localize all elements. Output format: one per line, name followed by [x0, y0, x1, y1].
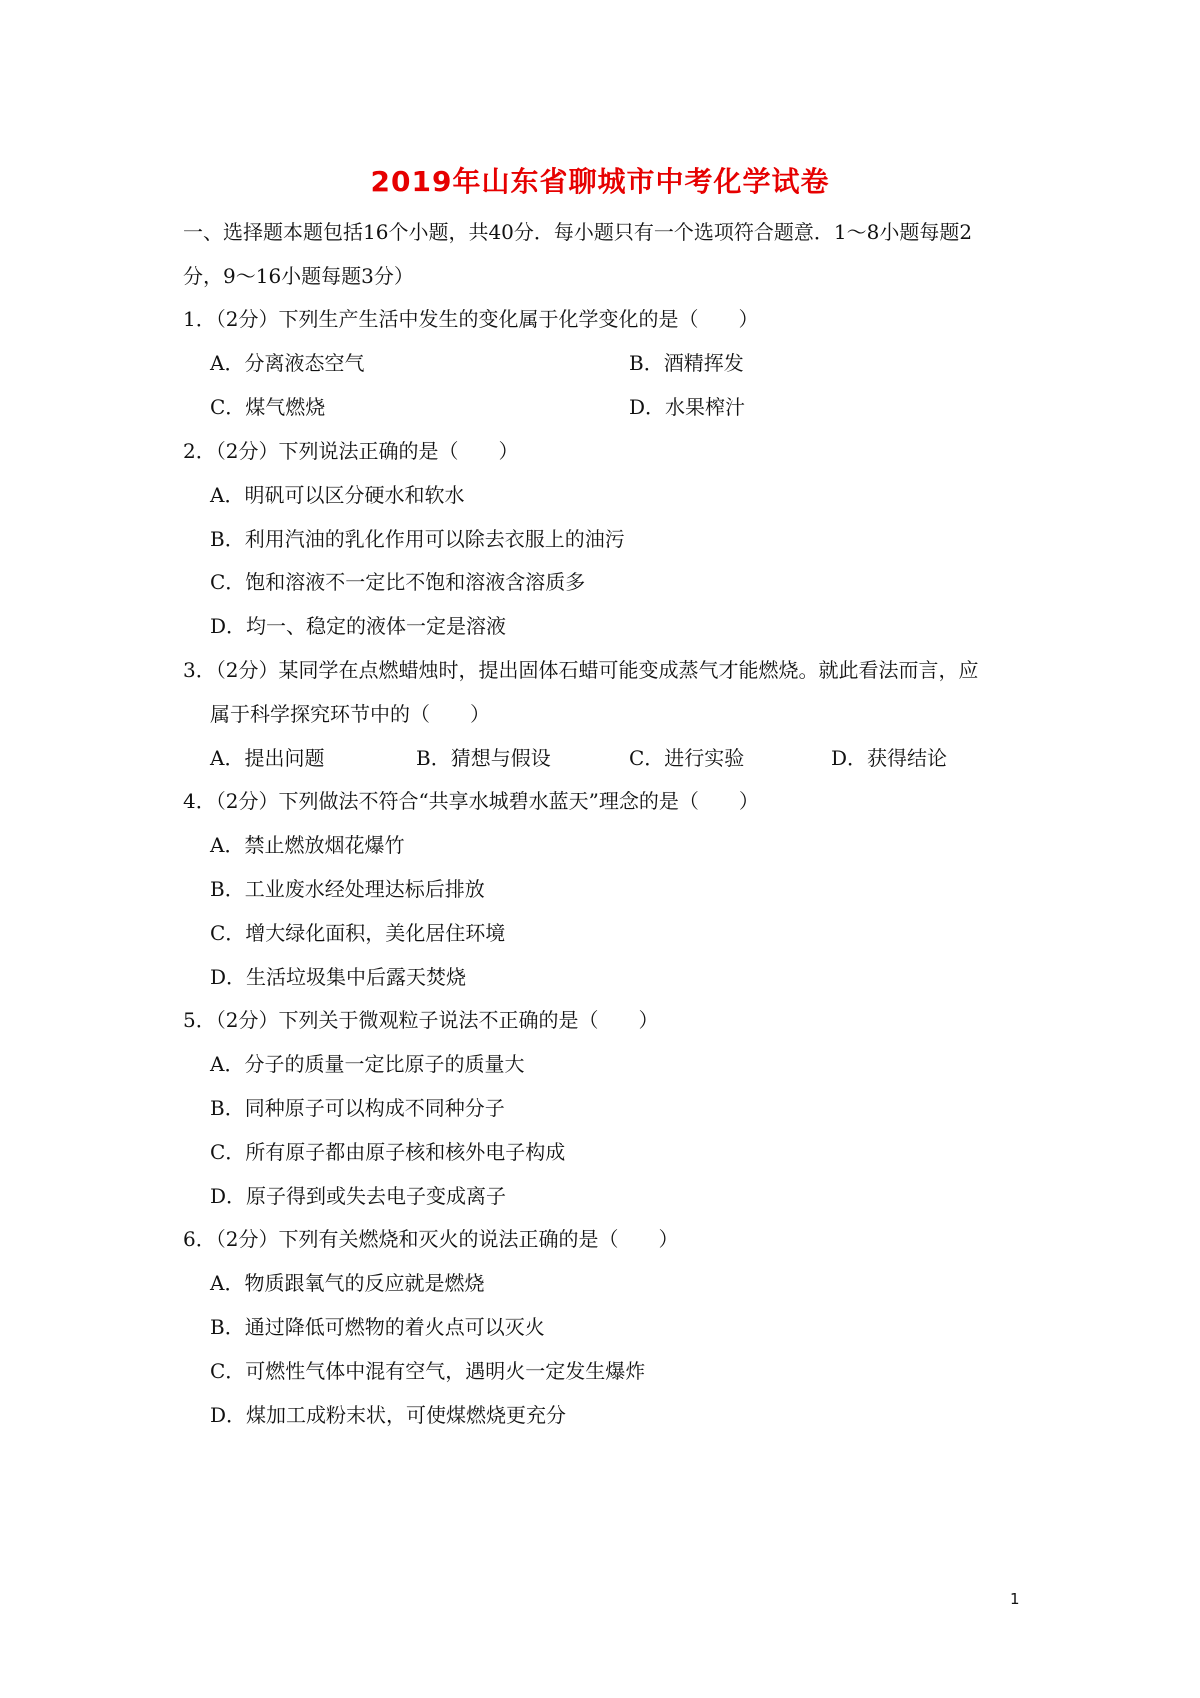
question-5-option-a: A．分子的质量一定比原子的质量大 [210, 1052, 525, 1076]
question-3-stem-continued: 属于科学探究环节中的（ ） [210, 702, 490, 726]
question-4-option-c: C．增大绿化面积，美化居住环境 [210, 921, 506, 945]
question-1-option-d: D．水果榨汁 [629, 395, 746, 419]
question-4-option-d: D．生活垃圾集中后露天焚烧 [210, 965, 467, 989]
question-1-option-c: C．煤气燃烧 [210, 395, 326, 419]
question-4-option-b: B．工业废水经处理达标后排放 [210, 877, 485, 901]
question-5-option-b: B．同种原子可以构成不同种分子 [210, 1096, 505, 1120]
question-1-option-b: B．酒精挥发 [629, 351, 744, 375]
question-2-option-c: C．饱和溶液不一定比不饱和溶液含溶质多 [210, 570, 586, 594]
question-6-option-b: B．通过降低可燃物的着火点可以灭火 [210, 1315, 545, 1339]
question-6-option-a: A．物质跟氧气的反应就是燃烧 [210, 1271, 485, 1295]
question-6-option-c: C．可燃性气体中混有空气，遇明火一定发生爆炸 [210, 1359, 646, 1383]
question-2-option-d: D．均一、稳定的液体一定是溶液 [210, 614, 507, 638]
question-3-option-a: A．提出问题 [210, 746, 325, 770]
question-3-option-c: C．进行实验 [629, 746, 745, 770]
question-1-stem: 1．（2分）下列生产生活中发生的变化属于化学变化的是（ ） [183, 307, 759, 331]
question-3-option-d: D．获得结论 [831, 746, 948, 770]
page-title: 2019年山东省聊城市中考化学试卷 [370, 165, 830, 198]
question-4-option-a: A．禁止燃放烟花爆竹 [210, 833, 405, 857]
question-4-stem: 4．（2分）下列做法不符合“共享水城碧水蓝天”理念的是（ ） [183, 789, 759, 813]
question-1-option-a: A．分离液态空气 [210, 351, 365, 375]
question-3-stem: 3．（2分）某同学在点燃蜡烛时，提出固体石蜡可能变成蒸气才能燃烧。就此看法而言，应 [183, 658, 979, 682]
question-2-option-a: A．明矾可以区分硬水和软水 [210, 483, 465, 507]
question-5-option-c: C．所有原子都由原子核和核外电子构成 [210, 1140, 566, 1164]
section-instructions-line1: 一、选择题本题包括16个小题，共40分．每小题只有一个选项符合题意．1～8小题每题2 [183, 220, 973, 244]
section-instructions-line2: 分，9～16小题每题3分） [183, 264, 414, 288]
question-5-option-d: D．原子得到或失去电子变成离子 [210, 1184, 507, 1208]
page-number: 1 [1010, 1590, 1020, 1608]
question-2-stem: 2．（2分）下列说法正确的是（ ） [183, 439, 519, 463]
question-2-option-b: B．利用汽油的乳化作用可以除去衣服上的油污 [210, 527, 625, 551]
question-6-stem: 6．（2分）下列有关燃烧和灭火的说法正确的是（ ） [183, 1227, 679, 1251]
question-3-option-b: B．猜想与假设 [416, 746, 551, 770]
question-6-option-d: D．煤加工成粉末状，可使煤燃烧更充分 [210, 1403, 567, 1427]
question-5-stem: 5．（2分）下列关于微观粒子说法不正确的是（ ） [183, 1008, 659, 1032]
